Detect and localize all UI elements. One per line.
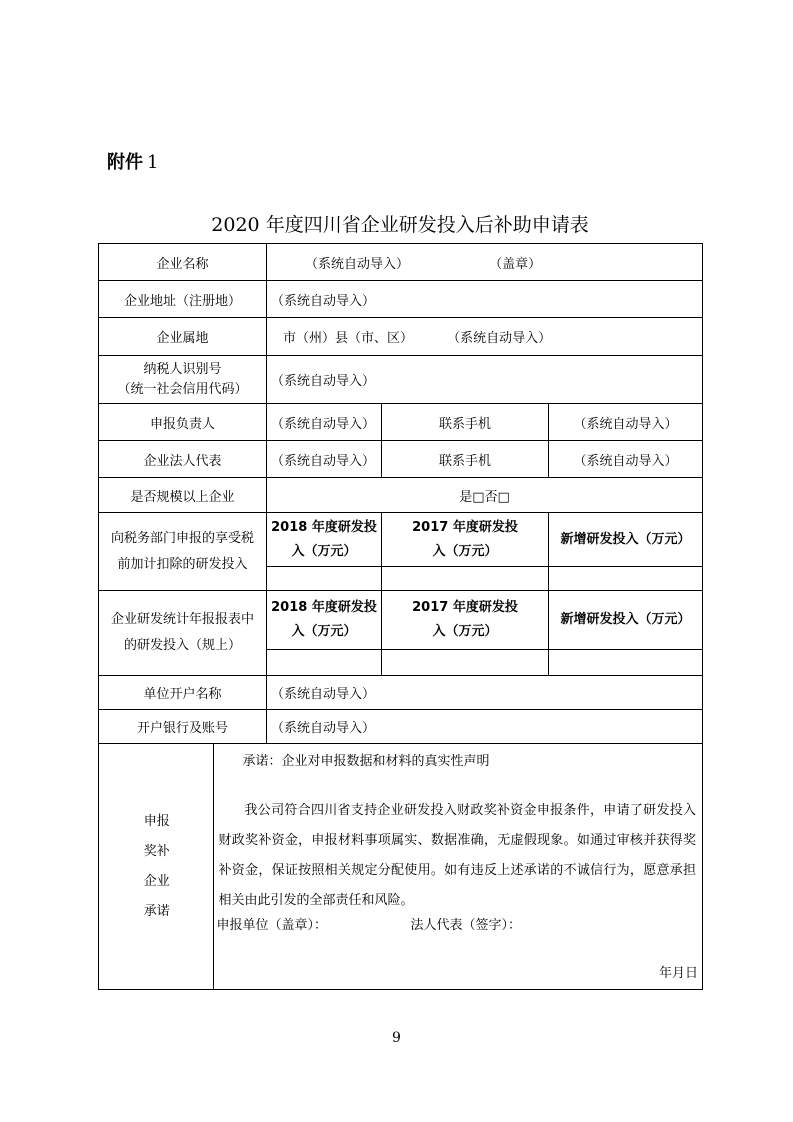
tax-rd-new-value[interactable] <box>549 567 703 591</box>
pledge-label-line1: 申报 <box>143 813 170 829</box>
stat-rd-label: 企业研发统计年报报表中的研发投入（规上） <box>99 591 267 676</box>
tax-rd-col-new: 新增研发投入（万元） <box>549 513 703 567</box>
attachment-number: 1 <box>147 152 159 173</box>
form-title: 2020 年度四川省企业研发投入后补助申请表 <box>211 214 589 236</box>
row-pledge <box>99 744 703 990</box>
row-stat-rd-head <box>99 591 703 650</box>
row-account-name <box>99 676 703 710</box>
tax-rd-label: 向税务部门申报的享受税前加计扣除的研发投入 <box>99 513 267 591</box>
tax-rd-2017-value[interactable] <box>382 567 549 591</box>
pledge-sign-legal[interactable]: 法人代表（签字）： <box>410 918 522 933</box>
bank-value[interactable]: （系统自动导入） <box>267 710 703 744</box>
row-address <box>99 281 703 318</box>
applicant-phone-value[interactable]: （系统自动导入） <box>549 404 703 441</box>
stat-rd-col-2018: 2018 年度研发投入（万元） <box>267 591 382 650</box>
row-tax-rd-head <box>99 513 703 567</box>
company-name-auto: （系统自动导入） <box>305 256 410 272</box>
stat-rd-col-new: 新增研发投入（万元） <box>549 591 703 650</box>
address-label: 企业地址（注册地） <box>99 281 267 318</box>
address-value[interactable]: （系统自动导入） <box>267 281 703 318</box>
pledge-label-line2: 奖补 <box>143 843 170 859</box>
pledge-date[interactable]: 年月日 <box>659 966 699 981</box>
tax-id-label <box>99 356 267 404</box>
region-units: 市（州）县（市、区） <box>283 331 414 346</box>
row-applicant <box>99 404 703 441</box>
stat-rd-2018-value[interactable] <box>267 650 382 676</box>
applicant-label: 申报负责人 <box>99 404 267 441</box>
applicant-phone-label: 联系手机 <box>382 404 549 441</box>
legal-phone-value[interactable]: （系统自动导入） <box>549 441 703 478</box>
company-name-value[interactable] <box>267 244 703 281</box>
legal-rep-label: 企业法人代表 <box>99 441 267 478</box>
company-name-seal: （盖章） <box>489 256 542 272</box>
legal-phone-label: 联系手机 <box>382 441 549 478</box>
tax-id-value[interactable]: （系统自动导入） <box>267 356 703 404</box>
page-number: 9 <box>392 1030 401 1046</box>
pledge-body: 我公司符合四川省支持企业研发投入财政奖补资金申报条件，申请了研发投入财政奖补资金，申报材料事项属实、数据准确，无虚假现象。如通过审核并获得奖补资金，保证按照相关规定分配使用。如有违反上述承诺的不诚信行为，愿意承担相关由此引发的全部责任和风险。 <box>218 803 697 908</box>
attachment-label <box>107 148 158 174</box>
row-legal-rep <box>99 441 703 478</box>
account-name-value[interactable]: （系统自动导入） <box>267 676 703 710</box>
region-value[interactable] <box>267 318 703 356</box>
bank-label: 开户银行及账号 <box>99 710 267 744</box>
row-bank <box>99 710 703 744</box>
company-name-label: 企业名称 <box>99 244 267 281</box>
tax-rd-2018-value[interactable] <box>267 567 382 591</box>
tax-id-label-line2: （统一社会信用代码） <box>117 381 248 397</box>
row-scale <box>99 478 703 513</box>
attachment-text: 附件 <box>107 152 143 173</box>
applicant-value[interactable]: （系统自动导入） <box>267 404 382 441</box>
tax-rd-col-2018: 2018 年度研发投入（万元） <box>267 513 382 567</box>
pledge-label-line3: 企业 <box>143 873 170 889</box>
pledge-content <box>216 744 703 990</box>
row-company-name <box>99 244 703 281</box>
tax-rd-col-2017: 2017 年度研发投入（万元） <box>382 513 549 567</box>
pledge-heading: 承诺：企业对申报数据和材料的真实性声明 <box>242 754 490 769</box>
region-label: 企业属地 <box>99 318 267 356</box>
pledge-sign-unit[interactable]: 申报单位（盖章）： <box>216 918 328 933</box>
row-region <box>99 318 703 356</box>
region-auto: （系统自动导入） <box>447 331 552 346</box>
application-form <box>98 243 703 990</box>
account-name-label: 单位开户名称 <box>99 676 267 710</box>
row-tax-id <box>99 356 703 404</box>
stat-rd-col-2017: 2017 年度研发投入（万元） <box>382 591 549 650</box>
scale-label: 是否规模以上企业 <box>99 478 267 513</box>
tax-id-label-line1: 纳税人识别号 <box>143 361 222 377</box>
pledge-label-line4: 承诺 <box>143 903 170 919</box>
stat-rd-2017-value[interactable] <box>382 650 549 676</box>
legal-rep-value[interactable]: （系统自动导入） <box>267 441 382 478</box>
pledge-divider <box>213 744 214 989</box>
scale-checkboxes[interactable]: 是□否□ <box>267 478 703 513</box>
stat-rd-new-value[interactable] <box>549 650 703 676</box>
